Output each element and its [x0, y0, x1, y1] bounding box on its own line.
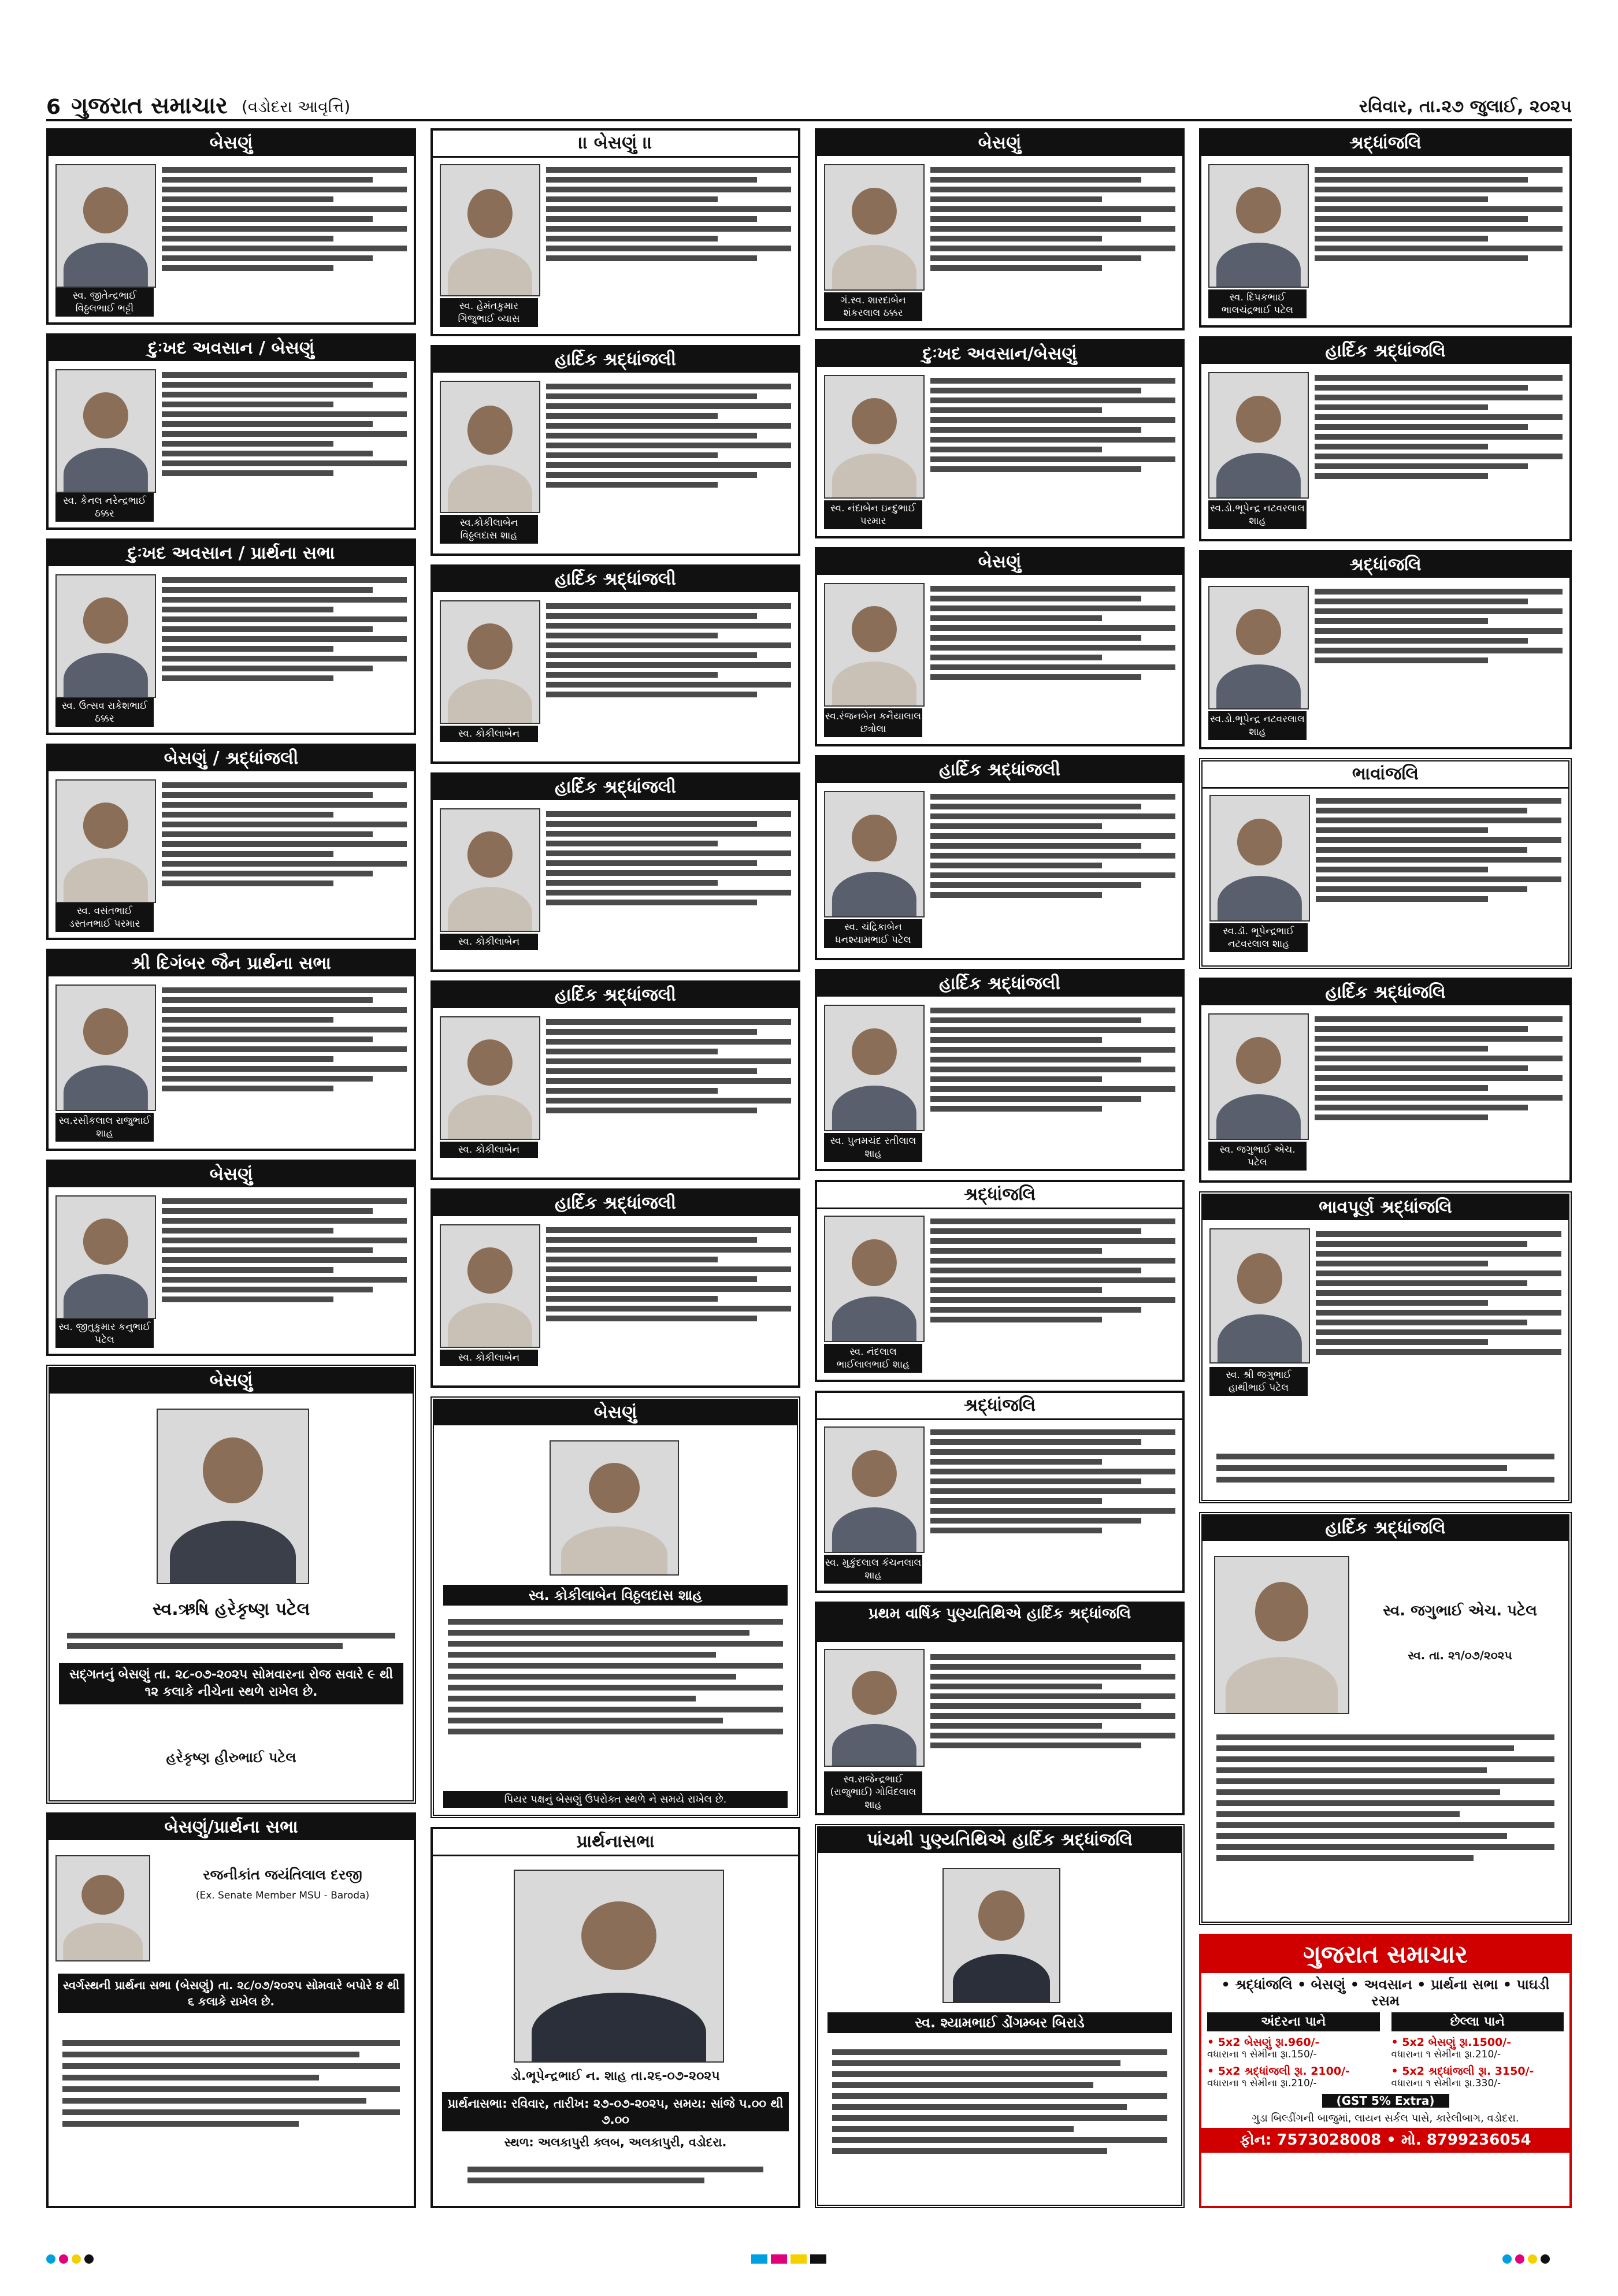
portrait	[157, 1409, 309, 1584]
notice-large	[46, 1365, 416, 1804]
portrait	[55, 369, 156, 493]
notice-title: હાર્દિક શ્રદ્ધાંજલિ	[1203, 1515, 1568, 1541]
signatories	[1216, 1448, 1554, 1488]
rate-label: • 5x2 શ્રદ્ધાંજલી રૂા. 3150/-	[1391, 2065, 1534, 2078]
magenta-dot	[59, 2254, 68, 2264]
ad-rate-table	[1201, 2012, 1569, 2089]
notice-caption: સ્વ. મુકુંદલાલ કંચનલાલ શાહ	[824, 1555, 922, 1584]
notice-caption: સ્વ. કોકીલાબેન	[440, 1142, 538, 1158]
deceased-name: ડો.ભૂપેન્દ્રભાઈ ન. શાહ તા.૨૬-૦૭-૨૦૨૫	[511, 2069, 720, 2083]
ad-rate-item	[1391, 2065, 1564, 2089]
notice-body	[832, 2044, 1167, 2159]
registration-marks-right	[1502, 2253, 1550, 2265]
portrait	[824, 583, 925, 707]
portrait	[824, 1426, 925, 1553]
notice	[46, 1160, 416, 1356]
ad-rate-item	[1207, 2036, 1380, 2060]
rate-sub: વધારાના ૧ સેમીના રૂા.210/-	[1391, 2049, 1501, 2060]
portrait	[55, 574, 156, 698]
notice	[815, 339, 1185, 538]
notice-caption: સ્વ.ડો.ભૂપેન્દ્ર નટવરલાલ શાહ	[1208, 500, 1307, 529]
notice-title: હાર્દિક શ્રદ્ધાંજલી	[433, 567, 798, 592]
portrait	[824, 164, 925, 291]
notice-title: પ્રાર્થનાસભા	[433, 1829, 798, 1856]
notice-body	[1216, 1729, 1554, 1866]
notice-caption: સ્વ.રાજેન્દ્રભાઈ (રાજુભાઈ) ગોવિંદલાલ શાહ	[824, 1771, 922, 1813]
notice-title: હાર્દિક શ્રદ્ધાંજલી	[433, 1191, 798, 1216]
notice-title: શ્રદ્ધાંજલિ	[1201, 131, 1569, 156]
notice	[46, 949, 416, 1151]
ad-rate-item	[1391, 2036, 1564, 2060]
notice-body	[930, 1425, 1175, 1584]
notice-caption: સ્વ.રસીકલાલ રાજુભાઈ શાહ	[55, 1113, 154, 1142]
notice	[431, 564, 800, 764]
ad-categories: • શ્રદ્ધાંજલિ • બેસણું • અવસાન • પ્રાર્થના સભા • પાઘડી રસમ	[1221, 1977, 1550, 2009]
notice-caption: સ્વ.રંજનબેન કનૈયાલાલ છત્રોલા	[824, 708, 922, 737]
deceased-name: સ્વ. કોકીલાબેન વિઠ્ઠલદાસ શાહ	[443, 1585, 788, 1606]
notice-caption: સ્વ. જીતેન્દ્રભાઈ વિઠ્ઠલભાઈ ભટ્ટી	[55, 288, 154, 317]
notice-body	[1315, 585, 1563, 740]
column-4	[1199, 128, 1572, 2208]
besanu-time: સદ્‌ગતનું બેસણું તા. ૨૮-૦૭-૨૦૨૫ સોમવારના રોજ સવારે ૯ થી ૧૨ કલાકે નીચેના સ્થળે રાખેલ છે.	[59, 1663, 403, 1704]
notice-body	[546, 380, 791, 547]
notice	[815, 1602, 1185, 1815]
notice-caption: સ્વ.ડો.ભૂપેન્દ્ર નટવરલાલ શાહ	[1208, 711, 1307, 740]
notice-title: હાર્દિક શ્રદ્ધાંજલી	[433, 347, 798, 373]
notice-body	[162, 983, 407, 1142]
notice-title: બેસણું	[49, 1162, 414, 1187]
notice-body	[930, 1214, 1175, 1373]
portrait	[440, 381, 540, 513]
notice	[1199, 978, 1572, 1183]
notice-caption: સ્વ. નંદલાલ ભાઈલાલભાઈ શાહ	[824, 1344, 922, 1373]
notice	[431, 128, 800, 336]
ad-last-page	[1386, 2012, 1570, 2089]
notice-caption: સ્વ. ઉત્સવ રાકેશભાઈ ઠક્કર	[55, 698, 154, 727]
notice-body	[546, 1223, 791, 1379]
portrait	[514, 1870, 724, 2063]
notice-title: ।। બેસણું ।।	[433, 131, 798, 158]
notice-title: દુઃખદ અવસાન/બેસણું	[817, 341, 1182, 367]
notice-body	[162, 368, 407, 521]
signatory: હરેકૃષ્ણ હીરુભાઈ પટેલ	[166, 1749, 296, 1766]
notice-footer: પિયર પક્ષનું બેસણું ઉપરોક્ત સ્થળે ને સમયે રાખેલ છે.	[443, 1791, 788, 1808]
portrait	[440, 164, 540, 296]
ad-address: ગુડા બિલ્ડીંગની બાજુમાં, લાયન સર્કલ પાસે, કારેલીબાગ, વડોદરા.	[1252, 2112, 1519, 2124]
rate-sub: વધારાના ૧ સેમીના રૂા.210/-	[1207, 2078, 1317, 2089]
notice-caption: ગં.સ્વ. શારદાબેન શંકરલાલ ઠક્કર	[824, 292, 922, 321]
notice-body	[1316, 1227, 1561, 1436]
notice	[1199, 128, 1572, 328]
notice	[1199, 1191, 1572, 1503]
registration-marks-center	[751, 2253, 826, 2265]
notice-title: બેસણું	[49, 131, 414, 156]
portrait	[55, 164, 156, 288]
portrait	[55, 1855, 150, 1961]
notice-title: શ્રદ્ધાંજલિ	[817, 1182, 1182, 1209]
family-list	[467, 2161, 763, 2189]
notice-title: હાર્દિક શ્રદ્ધાંજલી	[817, 757, 1182, 783]
column-1	[46, 128, 416, 2208]
notice-title: પાંચમી પુણ્યતિથિએ હાર્દિક શ્રદ્ધાંજલિ	[818, 1827, 1181, 1853]
notice-caption: સ્વ.કોકીલાબેન વિઠ્ઠલદાસ શાહ	[440, 515, 538, 544]
notice-large	[431, 1396, 800, 1818]
prayer-place: સ્થળ: અલકાપુરી ક્લબ, અલકાપુરી, વડોદરા.	[504, 2135, 727, 2149]
family-list	[62, 2034, 400, 2132]
column-2	[431, 128, 800, 2208]
notice-caption: સ્વ. કોકીલાબેન	[440, 726, 538, 742]
notice-caption: સ્વ. જગુભાઈ એચ. પટેલ	[1208, 1142, 1307, 1171]
portrait	[1208, 372, 1309, 499]
rate-advertisement	[1199, 1934, 1572, 2208]
notice	[46, 538, 416, 735]
notice-title: બેસણું	[434, 1400, 797, 1425]
notice-body	[1316, 794, 1561, 958]
page-number: 6	[46, 95, 61, 119]
notice-large	[46, 1812, 416, 2208]
notice-caption: સ્વ. શ્રી જગુભાઈ હાથીભાઈ પટેલ	[1209, 1367, 1308, 1396]
notice-body	[930, 163, 1175, 321]
notice	[46, 744, 416, 940]
ad-inner-pages	[1201, 2012, 1386, 2089]
death-date: સ્વ. તા. ૨૧/૦૭/૨૦૨૫	[1408, 1648, 1512, 1662]
portrait	[440, 600, 540, 724]
portrait	[942, 1868, 1060, 2003]
notice-caption: સ્વ. વસંતભાઈ ડસ્તનભાઈ પરમાર	[55, 903, 154, 932]
notice	[46, 128, 416, 325]
ad-phone: ફોન: 7573028008 • મો. 8799236054	[1201, 2128, 1569, 2153]
ad-gst: (GST 5% Extra)	[1322, 2094, 1449, 2108]
deceased-name: રજનીકાંત જયંતિલાલ દરજી	[203, 1867, 362, 1883]
date: રવિવાર, તા.૨૭ જુલાઈ, ૨૦૨૫	[1359, 96, 1572, 117]
notice-title: બેસણું	[817, 549, 1182, 575]
notice	[431, 1188, 800, 1388]
notice-caption: સ્વ. નંદાબેન ઇન્દુભાઈ પરમાર	[824, 500, 922, 529]
registration-marks-left	[46, 2253, 94, 2265]
portrait	[824, 1216, 925, 1342]
notice	[431, 980, 800, 1180]
notice-title: હાર્દિક શ્રદ્ધાંજલિ	[1201, 339, 1569, 364]
prayer-time: પ્રાર્થનાસભા: રવિવાર, તારીખ: ૨૭-૦૭-૨૦૨૫, સમય: સાંજે ૫.૦૦ થી ૭.૦૦	[442, 2092, 789, 2131]
notice-body	[546, 163, 791, 327]
notice-body	[930, 790, 1175, 951]
portrait	[55, 984, 156, 1111]
notice	[1199, 758, 1572, 969]
notice-caption: સ્વ. ચંદ્રિકાબેન ધનશ્યામભાઈ પટેલ	[824, 919, 922, 948]
notice-caption: સ્વ. કોકીલાબેન	[440, 1350, 538, 1366]
portrait	[440, 808, 540, 932]
ad-col-head: છેલ્લા પાને	[1391, 2012, 1564, 2031]
notice-title: પ્રથમ વાર્ષિક પુણ્યતિથિએ હાર્દિક શ્રદ્ધાંજલિ	[817, 1604, 1182, 1642]
notice-title: હાર્દિક શ્રદ્ધાંજલી	[817, 971, 1182, 997]
prayer-time: સ્વર્ગસ્થની પ્રાર્થના સભા (બેસણું) તા. ૨૮/૦૭/૨૦૨૫ સોમવારે બપોરે ૪ થી ૬ કલાકે રાખેલ છે.	[58, 1974, 404, 2013]
portrait	[440, 1016, 540, 1140]
portrait	[1208, 1013, 1309, 1140]
notice-body	[1315, 163, 1563, 318]
masthead: ગુજરાત સમાચાર	[71, 92, 228, 119]
rate-sub: વધારાના ૧ સેમીના રૂા.330/-	[1391, 2078, 1501, 2089]
rate-sub: વધારાના ૧ સેમીના રૂા.150/-	[1207, 2049, 1317, 2060]
notice-caption: સ્વ. દિપકભાઈ ભાલચંદ્રભાઈ પટેલ	[1208, 289, 1307, 318]
portrait	[55, 779, 156, 903]
designation: (Ex. Senate Member MSU - Baroda)	[195, 1890, 370, 1901]
notice-body	[1315, 371, 1563, 532]
edition: (વડોદરા આવૃત્તિ)	[241, 97, 351, 116]
rate-label: • 5x2 બેસણું રૂા.1500/-	[1391, 2036, 1512, 2049]
notice-title: બેસણું/પ્રાર્થના સભા	[49, 1815, 414, 1840]
page-header	[46, 87, 1572, 121]
notice-large	[1199, 1512, 1572, 1925]
notice	[815, 547, 1185, 746]
portrait	[1214, 1556, 1349, 1714]
deceased-name: સ્વ. જગુભાઈ એચ. પટેલ	[1383, 1602, 1537, 1619]
notice-title: શ્રદ્ધાંજલિ	[1201, 552, 1569, 578]
notice-caption: સ્વ. કેનલ નરેન્દ્રભાઈ ઠક્કર	[55, 493, 154, 522]
portrait	[824, 791, 925, 917]
notice-body	[546, 1015, 791, 1171]
notice-title: ભાવપૂર્ણ શ્રદ્ધાંજલિ	[1203, 1195, 1568, 1220]
cyan-dot	[46, 2254, 55, 2264]
portrait	[440, 1224, 540, 1348]
notice-title: ભાવાંજલિ	[1203, 761, 1568, 789]
notice-caption: સ્વ. હેમંતકુમાર ગિજુભાઈ વ્યાસ	[440, 298, 538, 327]
ad-col-head: અંદરના પાને	[1207, 2012, 1380, 2031]
notice-body	[162, 778, 407, 931]
notice-title: દુઃખદ અવસાન / બેસણું	[49, 336, 414, 361]
deceased-name: સ્વ. શ્યામભાઈ ડોંગમ્બર બિરાડે	[827, 2012, 1172, 2033]
black-dot	[84, 2254, 94, 2264]
notice-caption: સ્વ.ડૉ. ભૂપેન્દ્રભાઈ નટવરલાલ શાહ	[1209, 923, 1308, 952]
notice-title: શ્રી દિગંબર જૈન પ્રાર્થના સભા	[49, 951, 414, 976]
notice-body	[162, 1194, 407, 1347]
portrait	[1208, 164, 1309, 288]
column-3	[815, 128, 1185, 2208]
notice	[815, 128, 1185, 330]
ad-brand: ગુજરાત સમાચાર	[1201, 1936, 1569, 1973]
notice-title: શ્રદ્ધાંજલિ	[817, 1393, 1182, 1420]
portrait	[824, 1005, 925, 1131]
notice-title: હાર્દિક શ્રદ્ધાંજલી	[433, 775, 798, 800]
notice-body	[162, 573, 407, 726]
portrait	[1208, 586, 1309, 709]
notice-body	[162, 163, 407, 315]
notice-body	[930, 1650, 1175, 1806]
notice-caption: સ્વ. કોકીલાબેન	[440, 934, 538, 950]
notice-title: બેસણું	[50, 1368, 413, 1394]
rate-label: • 5x2 શ્રદ્ધાંજલી રૂા. 2100/-	[1207, 2065, 1350, 2078]
notice-title: હાર્દિક શ્રદ્ધાંજલી	[433, 983, 798, 1008]
deceased-name: સ્વ.ઋષિ હરેકૃષ્ણ પટેલ	[152, 1599, 310, 1619]
portrait	[824, 1649, 925, 1767]
notice-title: બેસણું / શ્રદ્ધાંજલી	[49, 746, 414, 771]
notice-body	[546, 599, 791, 755]
portrait	[550, 1440, 679, 1576]
notice	[1199, 336, 1572, 541]
notice	[815, 969, 1185, 1171]
notice-title: દુઃખદ અવસાન / પ્રાર્થના સભા	[49, 541, 414, 566]
rate-label: • 5x2 બેસણું રૂા.960/-	[1207, 2036, 1320, 2049]
notice	[1199, 550, 1572, 749]
notice	[815, 755, 1185, 960]
notice-body	[930, 1004, 1175, 1162]
notice-body	[448, 1614, 783, 1740]
notice-large	[815, 1824, 1185, 2208]
notice-title: બેસણું	[817, 131, 1182, 156]
notice-title: હાર્દિક શ્રદ્ધાંજલિ	[1201, 980, 1569, 1005]
notice-body	[67, 1628, 395, 1654]
notice-body	[546, 807, 791, 963]
notice-body	[930, 374, 1175, 529]
notice-body	[930, 582, 1175, 737]
notice	[46, 333, 416, 530]
portrait	[1209, 1228, 1310, 1364]
notice-caption: સ્વ. પુનમચંદ રતીલાલ શાહ	[824, 1133, 922, 1162]
ad-rate-item	[1207, 2065, 1380, 2089]
portrait	[824, 375, 925, 499]
notice	[815, 1391, 1185, 1593]
yellow-dot	[72, 2254, 81, 2264]
notice-large	[431, 1827, 800, 2208]
obituary-columns	[46, 128, 1572, 2208]
notice	[431, 345, 800, 556]
notice	[431, 772, 800, 972]
portrait	[55, 1195, 156, 1319]
notice-caption: સ્વ. જીતુકુમાર કનુભાઈ પટેલ	[55, 1319, 154, 1348]
notice	[815, 1180, 1185, 1382]
portrait	[1209, 795, 1310, 922]
notice-body	[1315, 1012, 1563, 1173]
